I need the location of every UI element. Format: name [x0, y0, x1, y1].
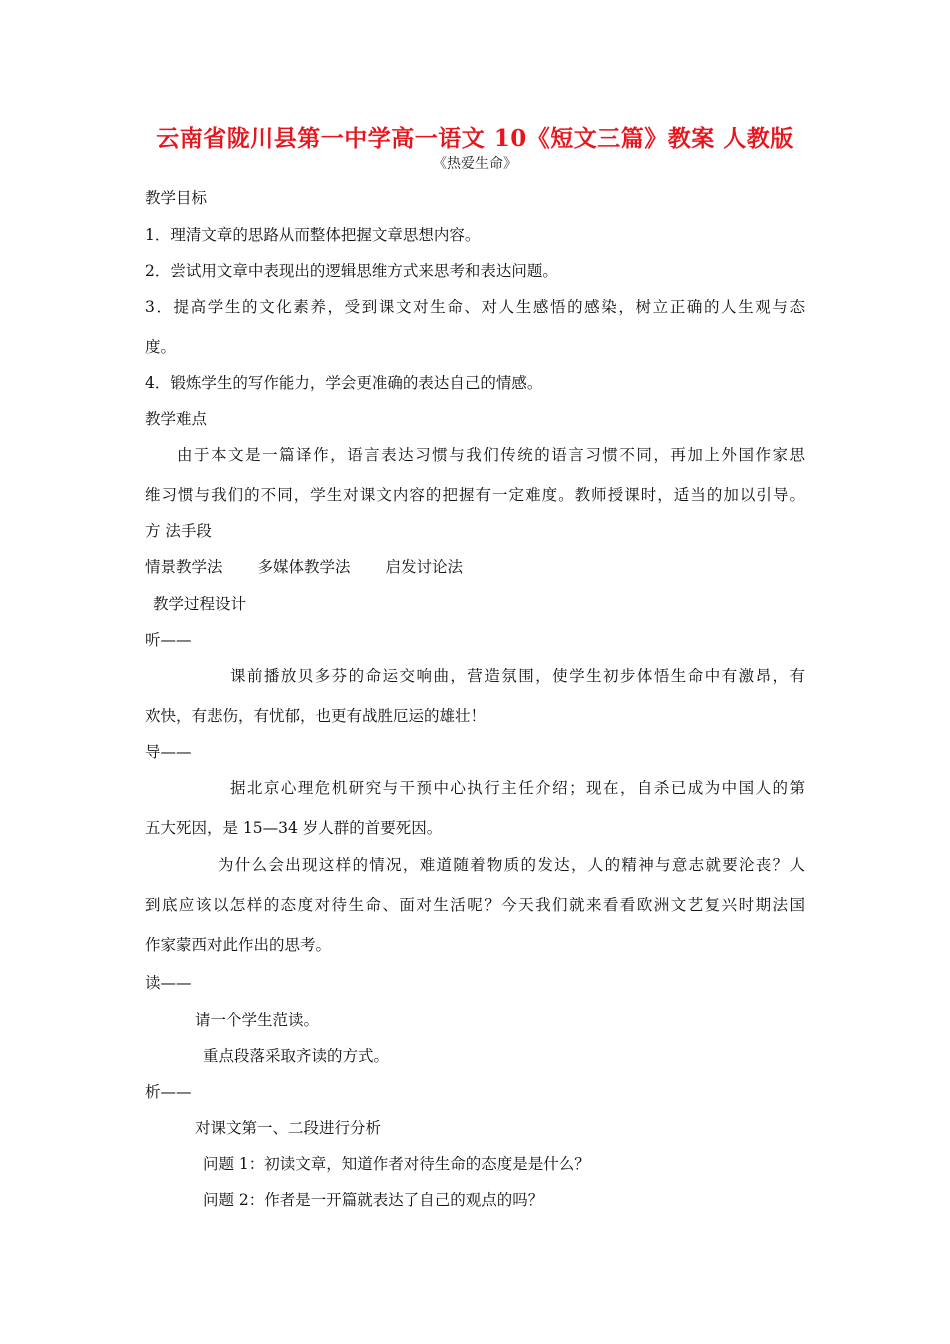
difficulty-paragraph-line-2: 维习惯与我们的不同，学生对课文内容的把握有一定难度。教师授课时，适当的加以引导。 [145, 486, 805, 504]
read-item-2: 重点段落采取齐读的方式。 [203, 1047, 390, 1065]
heading-teaching-difficulty: 教学难点 [145, 410, 208, 428]
read-item-1: 请一个学生范读。 [195, 1011, 320, 1029]
heading-process: 教学过程设计 [153, 595, 247, 613]
listen-paragraph-line-2: 欢快，有悲伤，有忧郁，也更有战胜厄运的雄壮！ [145, 707, 487, 725]
listen-paragraph-line-1: 课前播放贝多芬的命运交响曲，营造氛围，使学生初步体悟生命中有激昂，有 [230, 667, 805, 685]
difficulty-paragraph-line-1: 由于本文是一篇译作，语言表达习惯与我们传统的语言习惯不同，再加上外国作家思 [177, 446, 805, 464]
guide-paragraph-line-1: 据北京心理危机研究与干预中心执行主任介绍；现在，自杀已成为中国人的第 [230, 779, 805, 797]
guide-label: 导—— [145, 743, 192, 761]
document-subtitle: 《热爱生命》 [433, 156, 517, 172]
goal-item-4: 4．锻炼学生的写作能力，学会更准确的表达自己的情感。 [145, 374, 543, 392]
heading-methods: 方 法手段 [145, 522, 212, 540]
analyze-label: 析—— [145, 1083, 192, 1101]
analyze-intro: 对课文第一、二段进行分析 [195, 1119, 382, 1137]
read-label: 读—— [145, 974, 192, 992]
analyze-question-2: 问题 2：作者是一开篇就表达了自己的观点的吗？ [203, 1191, 544, 1209]
guide-paragraph2-line-1: 为什么会出现这样的情况，难道随着物质的发达，人的精神与意志就要沦丧？人 [218, 856, 805, 874]
goal-item-2: 2．尝试用文章中表现出的逻辑思维方式来思考和表达问题。 [145, 262, 558, 280]
method-item: 多媒体教学法 [257, 558, 351, 576]
method-item: 情景教学法 [145, 558, 223, 576]
heading-teaching-goals: 教学目标 [145, 189, 208, 207]
methods-list [145, 557, 463, 577]
guide-paragraph2-line-3: 作家蒙西对此作出的思考。 [145, 936, 332, 954]
analyze-question-1: 问题 1：初读文章，知道作者对待生命的态度是是什么？ [203, 1155, 590, 1173]
guide-paragraph2-line-2: 到底应该以怎样的态度对待生命、面对生活呢？今天我们就来看看欧洲文艺复兴时期法国 [145, 896, 805, 914]
goal-item-3: 3．提高学生的文化素养，受到课文对生命、对人生感悟的感染，树立正确的人生观与态 [145, 298, 805, 316]
method-item: 启发讨论法 [385, 558, 464, 576]
document-title: 云南省陇川县第一中学高一语文 10《短文三篇》教案 人教版 [156, 125, 794, 152]
listen-label: 听—— [145, 631, 192, 649]
goal-item-1: 1．理清文章的思路从而整体把握文章思想内容。 [145, 226, 481, 244]
guide-paragraph-line-2: 五大死因，是 15—34 岁人群的首要死因。 [145, 819, 443, 837]
goal-item-3-continued: 度。 [145, 338, 177, 356]
